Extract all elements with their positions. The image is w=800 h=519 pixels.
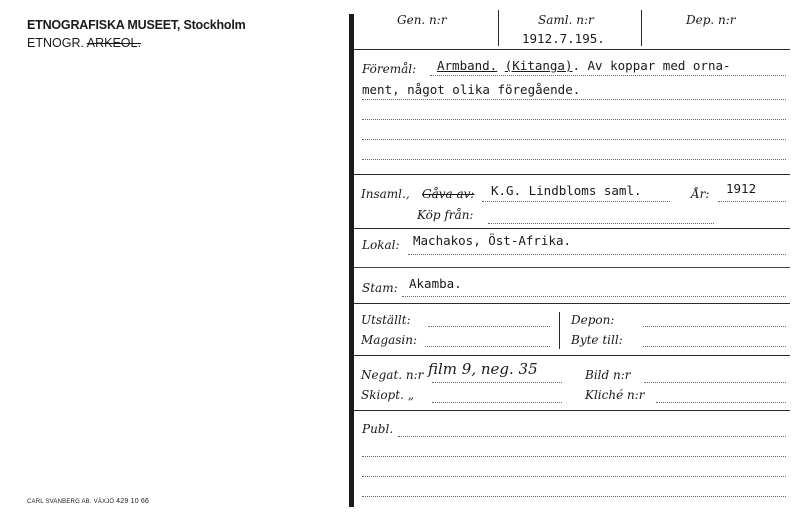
insaml-rule [482,201,670,202]
magasin-rule [425,346,550,347]
museum-name: ETNOGRAFISKA MUSEET, Stockholm [27,18,246,32]
divider-lokal [354,267,790,268]
gen-nr-label: Gen. n:r [397,13,447,27]
lokal-rule [408,254,786,255]
kliche-label: Kliché n:r [585,388,645,402]
ar-value: 1912 [726,181,757,196]
saml-nr-value: 1912.7.195. [522,31,605,46]
object-description-1: . Av koppar med orna- [572,58,731,73]
card-header [27,18,246,50]
printer-code: 429 10 66 [116,498,150,505]
foremal-label: Föremål: [362,62,417,76]
stam-label: Stam: [362,281,398,295]
divider-media [354,410,790,411]
bild-nr-label: Bild n:r [585,368,631,382]
kop-fran-rule [488,223,714,224]
object-local-name: (Kitanga) [504,58,573,73]
publ-rule-1 [398,436,786,437]
department-current: ETNOGR. [27,36,84,50]
divider-foremal [354,174,790,175]
card-spine [349,14,354,507]
stam-value: Akamba. [409,276,462,291]
ar-rule [718,201,786,202]
divider-insaml [354,228,790,229]
department-line [27,36,246,50]
negat-label: Negat. n:r [361,368,424,382]
object-name: Armband. [437,58,498,73]
foremal-line-rule-3 [362,119,786,120]
foremal-line-rule-4 [362,139,786,140]
saml-nr-label: Saml. n:r [538,13,594,27]
divider-top [354,49,790,50]
divider-status [354,355,790,356]
publ-rule-4 [362,496,786,497]
skiopt-rule [432,402,562,403]
skiopt-label: Skiopt. „ [361,388,414,402]
kop-fran-label: Köp från: [417,208,474,222]
foremal-line-rule-1 [430,75,786,76]
gava-av-struck: Gåva av: [422,187,475,201]
object-description-2: ment, något olika föregående. [362,82,581,97]
publ-rule-2 [362,456,786,457]
lokal-value: Machakos, Öst-Afrika. [413,233,572,248]
top-divider-1 [498,10,499,46]
foremal-line-rule-5 [362,159,786,160]
utstallt-label: Utställt: [361,313,411,327]
dep-nr-label: Dep. n:r [686,13,736,27]
foremal-line-rule-2 [362,99,786,100]
publ-rule-3 [362,476,786,477]
department-struck: ARKEOL. [86,36,141,50]
divider-stam [354,303,790,304]
negat-value: film 9, neg. 35 [428,360,538,378]
foremal-line-1 [437,58,731,73]
printer-imprint [27,498,149,505]
magasin-label: Magasin: [361,333,418,347]
kliche-rule [656,402,786,403]
stam-rule [402,296,786,297]
bild-nr-rule [644,382,786,383]
publ-label: Publ. [362,422,394,436]
status-divider [559,312,560,349]
printer-name: CARL SVANBERG AB. VÄXJÖ [27,499,115,505]
byte-till-rule [643,346,786,347]
insaml-value: K.G. Lindbloms saml. [491,183,642,198]
byte-till-label: Byte till: [571,333,623,347]
negat-rule [432,382,562,383]
depon-rule [643,326,786,327]
depon-label: Depon: [571,313,615,327]
top-divider-2 [641,10,642,46]
lokal-label: Lokal: [362,238,400,252]
utstallt-rule [428,326,550,327]
ar-label: År: [691,187,710,201]
insaml-label: Insaml., [361,187,410,201]
